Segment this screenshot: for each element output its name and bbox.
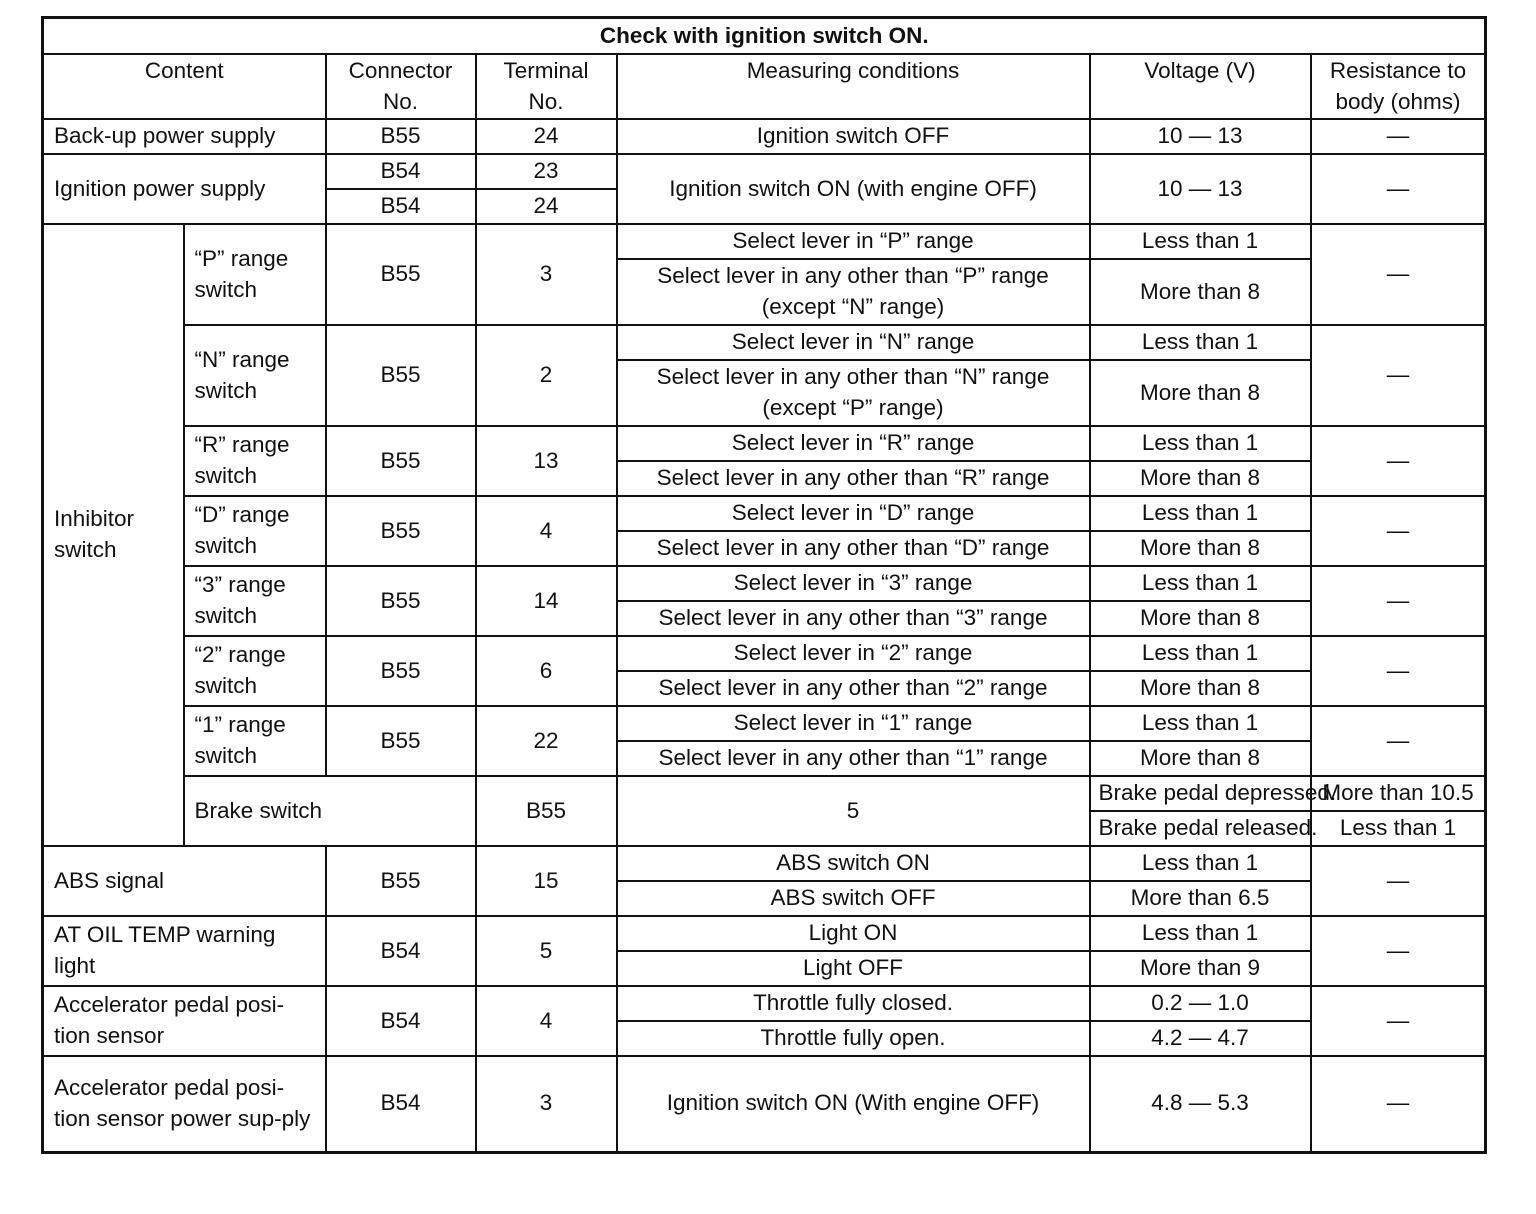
header-resistance: Resistance to body (ohms) (1311, 54, 1486, 119)
content-accel-sensor: Accelerator pedal posi-tion sensor (43, 986, 326, 1056)
header-content: Content (43, 54, 326, 119)
content-p-range: “P” range switch (184, 224, 326, 325)
voltage-d-range-2: More than 8 (1090, 531, 1311, 566)
connector-r-range: B55 (326, 426, 476, 496)
voltage-ignition: 10 — 13 (1090, 154, 1311, 224)
voltage-backup: 10 — 13 (1090, 119, 1311, 154)
voltage-2-range-2: More than 8 (1090, 671, 1311, 706)
voltage-1-range-1: Less than 1 (1090, 706, 1311, 741)
terminal-accel-sensor: 4 (476, 986, 617, 1056)
resistance-accel-power: — (1311, 1056, 1486, 1152)
terminal-1-range: 22 (476, 706, 617, 776)
condition-brake-2: Brake pedal released. (1090, 811, 1311, 846)
connector-d-range: B55 (326, 496, 476, 566)
terminal-ignition-1: 23 (476, 154, 617, 189)
condition-r-range-2: Select lever in any other than “R” range (617, 461, 1090, 496)
condition-1-range-2: Select lever in any other than “1” range (617, 741, 1090, 776)
content-abs: ABS signal (43, 846, 326, 916)
content-inhibitor-switch: Inhibitor switch (43, 224, 184, 846)
connector-1-range: B55 (326, 706, 476, 776)
voltage-accel-power: 4.8 — 5.3 (1090, 1056, 1311, 1152)
condition-r-range-1: Select lever in “R” range (617, 426, 1090, 461)
condition-oil-temp-2: Light OFF (617, 951, 1090, 986)
resistance-3-range: — (1311, 566, 1486, 636)
voltage-p-range-1: Less than 1 (1090, 224, 1311, 259)
connector-2-range: B55 (326, 636, 476, 706)
voltage-3-range-2: More than 8 (1090, 601, 1311, 636)
content-r-range: “R” range switch (184, 426, 326, 496)
content-n-range: “N” range switch (184, 325, 326, 426)
condition-abs-1: ABS switch ON (617, 846, 1090, 881)
resistance-d-range: — (1311, 496, 1486, 566)
resistance-1-range: — (1311, 706, 1486, 776)
condition-accel-power: Ignition switch ON (With engine OFF) (617, 1056, 1090, 1152)
condition-abs-2: ABS switch OFF (617, 881, 1090, 916)
connector-ignition-2: B54 (326, 189, 476, 224)
connector-accel-sensor: B54 (326, 986, 476, 1056)
content-backup: Back-up power supply (43, 119, 326, 154)
terminal-accel-power: 3 (476, 1056, 617, 1152)
resistance-2-range: — (1311, 636, 1486, 706)
condition-3-range-2: Select lever in any other than “3” range (617, 601, 1090, 636)
terminal-n-range: 2 (476, 325, 617, 426)
condition-3-range-1: Select lever in “3” range (617, 566, 1090, 601)
terminal-abs: 15 (476, 846, 617, 916)
voltage-r-range-1: Less than 1 (1090, 426, 1311, 461)
voltage-n-range-2: More than 8 (1090, 360, 1311, 426)
content-2-range: “2” range switch (184, 636, 326, 706)
content-oil-temp: AT OIL TEMP warning light (43, 916, 326, 986)
header-connector: Connector No. (326, 54, 476, 119)
condition-ignition: Ignition switch ON (with engine OFF) (617, 154, 1090, 224)
connector-p-range: B55 (326, 224, 476, 325)
terminal-oil-temp: 5 (476, 916, 617, 986)
voltage-2-range-1: Less than 1 (1090, 636, 1311, 671)
terminal-brake: 5 (617, 776, 1090, 846)
condition-n-range-1: Select lever in “N” range (617, 325, 1090, 360)
connector-accel-power: B54 (326, 1056, 476, 1152)
connector-abs: B55 (326, 846, 476, 916)
resistance-ignition: — (1311, 154, 1486, 224)
condition-accel-sensor-1: Throttle fully closed. (617, 986, 1090, 1021)
condition-oil-temp-1: Light ON (617, 916, 1090, 951)
voltage-r-range-2: More than 8 (1090, 461, 1311, 496)
condition-backup: Ignition switch OFF (617, 119, 1090, 154)
terminal-d-range: 4 (476, 496, 617, 566)
condition-2-range-2: Select lever in any other than “2” range (617, 671, 1090, 706)
resistance-n-range: — (1311, 325, 1486, 426)
voltage-n-range-1: Less than 1 (1090, 325, 1311, 360)
condition-p-range-2: Select lever in any other than “P” range (except “N” range) (617, 259, 1090, 325)
content-ignition: Ignition power supply (43, 154, 326, 224)
connector-backup: B55 (326, 119, 476, 154)
voltage-1-range-2: More than 8 (1090, 741, 1311, 776)
table-title: Check with ignition switch ON. (43, 18, 1486, 55)
resistance-r-range: — (1311, 426, 1486, 496)
terminal-backup: 24 (476, 119, 617, 154)
voltage-accel-sensor-2: 4.2 — 4.7 (1090, 1021, 1311, 1056)
terminal-2-range: 6 (476, 636, 617, 706)
connector-brake: B55 (476, 776, 617, 846)
inspection-table (41, 16, 1487, 1154)
header-voltage: Voltage (V) (1090, 54, 1311, 119)
header-conditions: Measuring conditions (617, 54, 1090, 119)
condition-2-range-1: Select lever in “2” range (617, 636, 1090, 671)
resistance-oil-temp: — (1311, 916, 1486, 986)
voltage-d-range-1: Less than 1 (1090, 496, 1311, 531)
condition-accel-sensor-2: Throttle fully open. (617, 1021, 1090, 1056)
voltage-3-range-1: Less than 1 (1090, 566, 1311, 601)
content-1-range: “1” range switch (184, 706, 326, 776)
terminal-3-range: 14 (476, 566, 617, 636)
voltage-abs-1: Less than 1 (1090, 846, 1311, 881)
connector-3-range: B55 (326, 566, 476, 636)
condition-d-range-1: Select lever in “D” range (617, 496, 1090, 531)
voltage-accel-sensor-1: 0.2 — 1.0 (1090, 986, 1311, 1021)
resistance-abs: — (1311, 846, 1486, 916)
resistance-p-range: — (1311, 224, 1486, 325)
header-terminal: Terminal No. (476, 54, 617, 119)
connector-n-range: B55 (326, 325, 476, 426)
voltage-oil-temp-1: Less than 1 (1090, 916, 1311, 951)
content-3-range: “3” range switch (184, 566, 326, 636)
voltage-brake-1: More than 10.5 (1311, 776, 1486, 811)
connector-oil-temp: B54 (326, 916, 476, 986)
terminal-r-range: 13 (476, 426, 617, 496)
voltage-p-range-2: More than 8 (1090, 259, 1311, 325)
condition-d-range-2: Select lever in any other than “D” range (617, 531, 1090, 566)
condition-n-range-2: Select lever in any other than “N” range (except “P” range) (617, 360, 1090, 426)
voltage-brake-2: Less than 1 (1311, 811, 1486, 846)
resistance-backup: — (1311, 119, 1486, 154)
voltage-oil-temp-2: More than 9 (1090, 951, 1311, 986)
content-d-range: “D” range switch (184, 496, 326, 566)
content-brake: Brake switch (184, 776, 476, 846)
condition-1-range-1: Select lever in “1” range (617, 706, 1090, 741)
terminal-ignition-2: 24 (476, 189, 617, 224)
condition-brake-1: Brake pedal depressed. (1090, 776, 1311, 811)
content-accel-power: Accelerator pedal posi-tion sensor power sup-ply (43, 1056, 326, 1152)
terminal-p-range: 3 (476, 224, 617, 325)
resistance-accel-sensor: — (1311, 986, 1486, 1056)
condition-p-range-1: Select lever in “P” range (617, 224, 1090, 259)
voltage-abs-2: More than 6.5 (1090, 881, 1311, 916)
connector-ignition-1: B54 (326, 154, 476, 189)
